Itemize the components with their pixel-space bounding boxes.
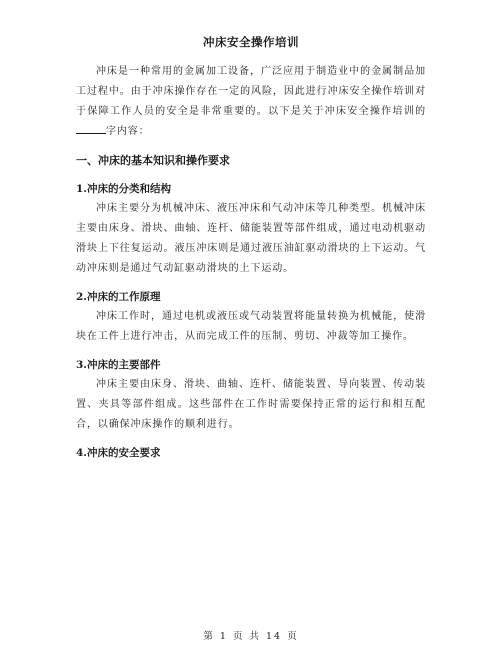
subsection-heading-2: 2.冲床的工作原理: [76, 291, 161, 303]
subsection-paragraph-3: 冲床主要由床身、滑块、曲轴、连杆、储能装置、导向装置、传动装置、夹具等部件组成。这些部件在工作时需要保持正常的运行和相互配合，以确保冲床操作的顺利进行。: [76, 379, 426, 430]
subsection-paragraph-2: 冲床工作时，通过电机或液压或气动装置将能量转换为机械能，使滑块在工件上进行冲击，从而完成工件的压制、剪切、冲裁等加工操作。: [76, 311, 426, 342]
subsection-heading-3: 3.冲床的主要部件: [76, 359, 161, 371]
section-heading: 一、冲床的基本知识和操作要求: [76, 154, 230, 167]
subsection-heading-4: 4.冲床的安全要求: [76, 447, 161, 459]
fill-blank: [76, 123, 106, 134]
subsection-heading-1: 1.冲床的分类和结构: [76, 183, 171, 195]
page-footer: 第 1 页 共 14 页: [203, 631, 299, 642]
subsection-paragraph-1: 冲床主要分为机械冲床、液压冲床和气动冲床等几种类型。机械冲床主要由床身、滑块、曲轴、连杆、储能装置等部件组成，通过电动机驱动滑块上下往复运动。液压冲床则是通过液压油缸驱动滑块的上下运动。气动冲床则是通过气动缸驱动滑块的上下运动。: [76, 203, 426, 274]
intro-text-end: 字内容：: [106, 126, 150, 137]
document-title: 冲床安全操作培训: [203, 35, 299, 49]
intro-paragraph: [76, 62, 426, 142]
intro-text: 冲床是一种常用的金属加工设备，广泛应用于制造业中的金属制品加工过程中。由于冲床操作存在一定的风险，因此进行冲床安全操作培训对于保障工作人员的安全是非常重要的。以下是关于冲床安全操作培训的: [76, 66, 426, 117]
